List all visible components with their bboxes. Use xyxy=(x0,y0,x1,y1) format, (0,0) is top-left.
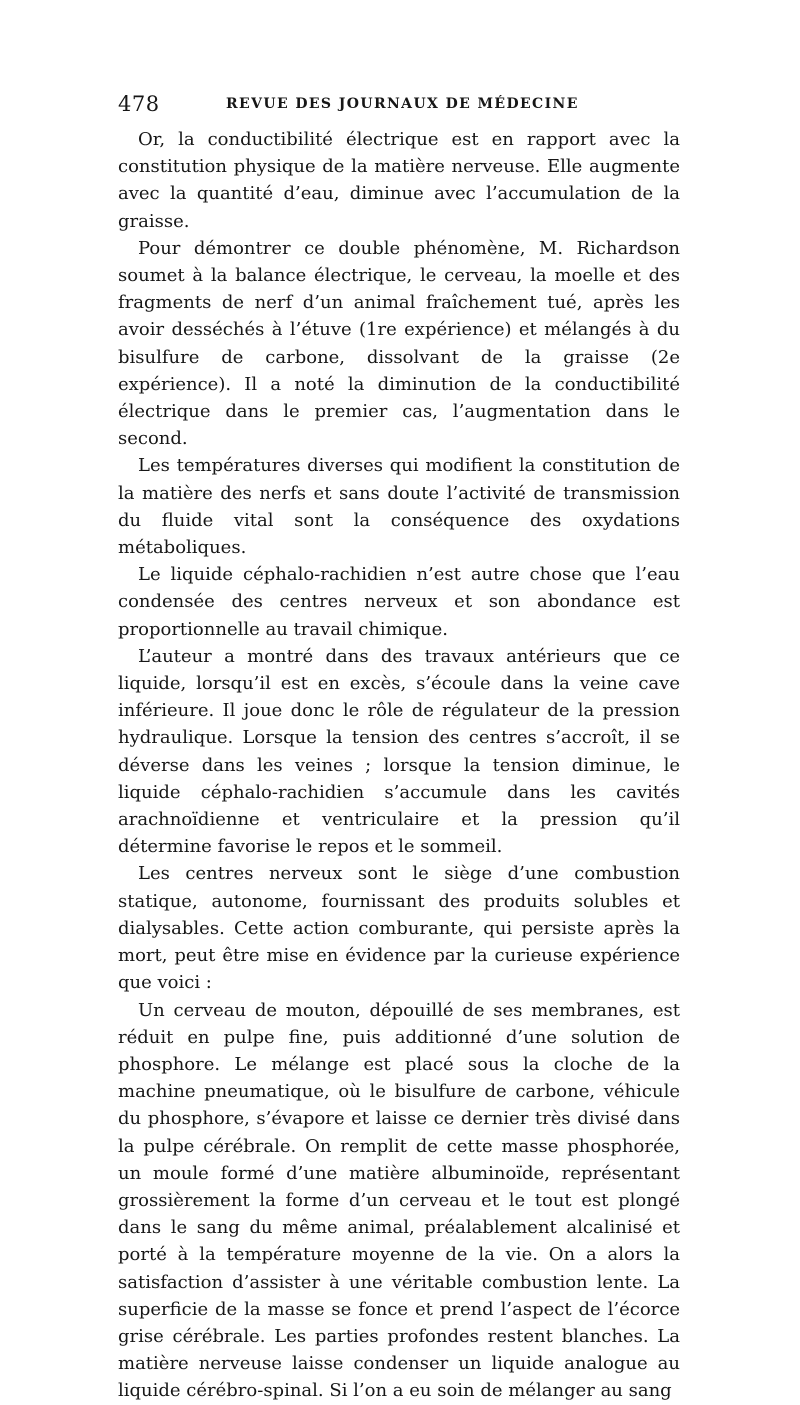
article-body xyxy=(118,126,680,1405)
page-number: 478 xyxy=(118,92,160,116)
paragraph-richardson-experiment: Pour démontrer ce double phénomène, M. Richardson soumet à la balance électrique, le cerveau, la moelle et des fragments de nerf d’un animal fraîchement tué, après les avoir desséchés à l’étuve (1re expérience) et mélangés à du bisulfure de carbone, dissolvant de la graisse (2e expérience). Il a noté la diminution de la conductibilité électrique dans le premier cas, l’augmentation dans le second. xyxy=(118,237,680,450)
page-header xyxy=(118,92,678,118)
paragraph-cephalo-rachidian-liquid: Le liquide céphalo-rachidien n’est autre chose que l’eau condensée des centres nerveux et son abondance est proportionnelle au travail chimique. xyxy=(118,564,680,640)
running-title: REVUE DES JOURNAUX DE MÉDECINE xyxy=(226,96,579,112)
paragraph-temperatures: Les températures diverses qui modifient la constitution de la matière des nerfs et sans doute l’activité de transmission du fluide vital sont la conséquence des oxydations métaboliques. xyxy=(118,455,680,559)
paragraph-conductibility: Or, la conductibilité électrique est en rapport avec la constitution physique de la matière nerveuse. Elle augmente avec la quantité d’eau, diminue avec l’accumulation de la graisse. xyxy=(118,129,680,232)
paragraph-static-combustion: Les centres nerveux sont le siège d’une combustion statique, autonome, fournissant des produits solubles et dialysables. Cette action comburante, qui persiste après la mort, peut être mise en évidence par la curieuse expérience que voici : xyxy=(118,863,680,994)
paragraph-hydraulic-regulator: L’auteur a montré dans des travaux antérieurs que ce liquide, lorsqu’il est en excès, s’écoule dans la veine cave inférieure. Il joue donc le rôle de régulateur de la pression hydraulique. Lorsque la tension des centres s’accroît, il se déverse dans les veines ; lorsque la tension diminue, le liquide céphalo-rachidien s’accumule dans les cavités arachnoïdienne et ventriculaire et la pression qu’il détermine favorise le repos et le sommeil. xyxy=(118,645,680,858)
paragraph-sheep-brain-experiment: Un cerveau de mouton, dépouillé de ses membranes, est réduit en pulpe fine, puis additionné d’une solution de phosphore. Le mélange est placé sous la cloche de la machine pneumatique, où le bisulfure de carbone, véhicule du phosphore, s’évapore et laisse ce dernier très divisé dans la pulpe cérébrale. On remplit de cette masse phosphorée, un moule formé d’une matière albuminoïde, représentant grossièrement la forme d’un cerveau et le tout est plongé dans le sang du même animal, préalablement alcalinisé et porté à la température moyenne de la vie. On a alors la satisfaction d’assister à une véritable combustion lente. La superficie de la masse se fonce et prend l’aspect de l’écorce grise cérébrale. Les parties profondes restent blanches. La matière nerveuse laisse condenser un liquide analogue au liquide cérébro-spinal. Si l’on a eu soin de mélanger au sang xyxy=(118,999,680,1402)
